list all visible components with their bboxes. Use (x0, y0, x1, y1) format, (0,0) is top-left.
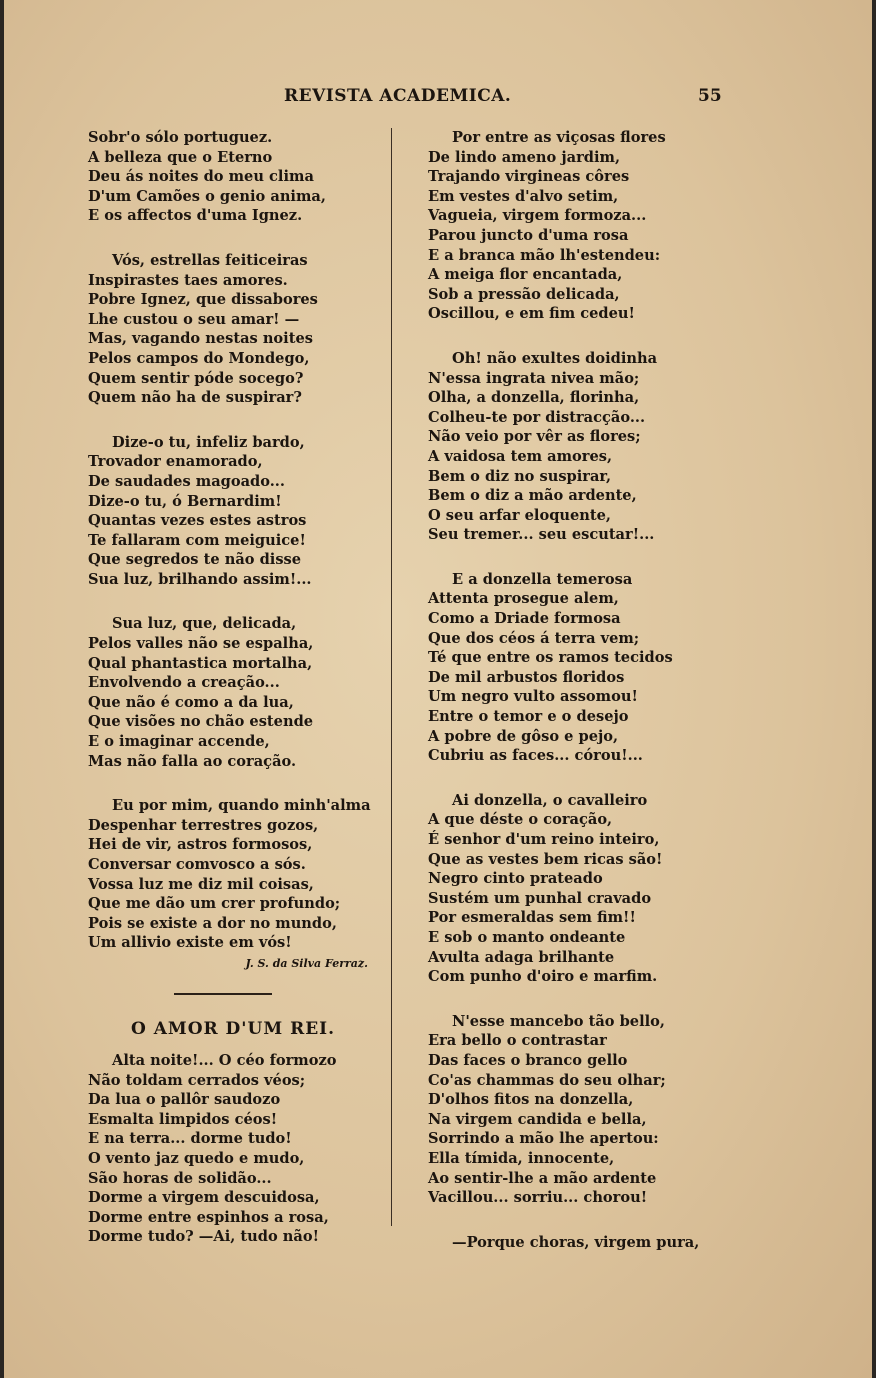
verse-line: E a branca mão lh'estendeu: (428, 246, 661, 264)
verse-line: Mas não falla ao coração. (88, 752, 297, 770)
page-number: 55 (698, 86, 722, 106)
verse-line: Eu por mim, quando minh'alma (112, 797, 371, 815)
verse-line: Que me dão um crer profundo; (88, 895, 341, 913)
verse-line: Um allivio existe em vós! (88, 934, 292, 952)
verse-line: Parou juncto d'uma rosa (428, 226, 629, 244)
verse-line: Pelos campos do Mondego, (88, 349, 310, 367)
stanza (88, 796, 378, 953)
verse-line: Hei de vir, astros formosos, (88, 836, 313, 854)
verse-line: Não toldam cerrados véos; (88, 1071, 306, 1089)
verse-line: D'olhos fitos na donzella, (428, 1091, 634, 1109)
verse-line: Ai donzella, o cavalleiro (452, 791, 648, 809)
verse-line: Oscillou, e em fim cedeu! (428, 305, 635, 323)
verse-line: Que segredos te não disse (88, 551, 302, 569)
verse-line: Cubriu as faces... córou!... (428, 747, 643, 765)
verse-line: Seu tremer... seu escutar!... (428, 526, 655, 544)
verse-line: Que as vestes bem ricas são! (428, 850, 663, 868)
verse-line: E a donzella temerosa (452, 570, 633, 588)
verse-line: Co'as chammas do seu olhar; (428, 1071, 666, 1089)
verse-line: Negro cinto prateado (428, 870, 603, 888)
verse-line: De saudades magoado... (88, 472, 285, 490)
verse-line: Avulta adaga brilhante (428, 948, 615, 966)
verse-line: O seu arfar eloquente, (428, 506, 612, 524)
verse-line: —Porque choras, virgem pura, (452, 1233, 700, 1251)
verse-line: Sorrindo a mão lhe apertou: (428, 1130, 659, 1148)
stanza (428, 791, 718, 987)
stanza (428, 570, 718, 766)
new-poem-stanza (88, 1051, 378, 1247)
verse-line: De lindo ameno jardim, (428, 148, 621, 166)
verse-line: Dorme a virgem descuidosa, (88, 1189, 320, 1207)
verse-line: Não veio por vêr as flores; (428, 428, 641, 446)
verse-line: Despenhar terrestres gozos, (88, 816, 319, 834)
verse-line: Vagueia, virgem formoza... (428, 207, 647, 225)
verse-line: Conversar comvosco a sós. (88, 856, 306, 873)
section-divider (174, 993, 272, 995)
verse-line: Sua luz, que, delicada, (112, 615, 297, 633)
verse-line: E o imaginar accende, (88, 733, 270, 751)
verse-line: Pobre Ignez, que dissabores (88, 291, 318, 309)
verse-line: Sob a pressão delicada, (428, 285, 620, 303)
verse-line: A que déste o coração, (428, 811, 613, 829)
verse-line: Mas, vagando nestas noites (88, 330, 313, 348)
verse-line: Como a Driade formosa (428, 610, 621, 628)
verse-line: Sobr'o sólo portuguez. (88, 129, 273, 146)
verse-line: Trovador enamorado, (88, 453, 263, 471)
stanza (428, 128, 718, 324)
stanza (88, 251, 378, 408)
verse-line: Sua luz, brilhando assim!... (88, 570, 312, 588)
verse-line: Que dos céos á terra vem; (428, 629, 640, 647)
verse-line: Deu ás noites do meu clima (88, 168, 314, 186)
verse-line: Dize-o tu, ó Bernardim! (88, 492, 282, 510)
stanza (428, 1233, 718, 1253)
verse-line: Quem não ha de suspirar? (88, 389, 302, 407)
verse-line: Dorme tudo? —Ai, tudo não! (88, 1228, 320, 1246)
verse-line: Lhe custou o seu amar! — (88, 310, 300, 328)
verse-line: Vossa luz me diz mil coisas, (88, 875, 314, 893)
running-title: REVISTA ACADEMICA. (284, 86, 512, 106)
verse-line: Da lua o pallôr saudozo (88, 1091, 281, 1109)
verse-line: Um negro vulto assomou! (428, 688, 638, 706)
verse-line: Na virgem candida e bella, (428, 1110, 647, 1128)
verse-line: Attenta prosegue alem, (428, 590, 619, 608)
verse-line: N'esse mancebo tão bello, (452, 1012, 665, 1030)
stanza (88, 1051, 378, 1247)
verse-line: Entre o temor e o desejo (428, 708, 629, 726)
verse-line: É senhor d'um reino inteiro, (428, 831, 660, 848)
column-rule (391, 128, 392, 1226)
verse-line: Era bello o contrastar (428, 1032, 607, 1050)
verse-line: Que não é como a da lua, (88, 693, 294, 711)
right-stanzas (428, 128, 718, 1252)
verse-line: De mil arbustos floridos (428, 668, 625, 686)
verse-line: Bem o diz a mão ardente, (428, 487, 637, 505)
right-column (428, 128, 718, 1277)
verse-line: Alta noite!... O céo formozo (112, 1051, 337, 1069)
verse-line: D'um Camões o genio anima, (88, 187, 326, 205)
stanza (88, 433, 378, 590)
verse-line: E os affectos d'uma Ignez. (88, 207, 303, 225)
stanza (428, 349, 718, 545)
verse-line: Quantas vezes estes astros (88, 512, 307, 530)
stanza (428, 1012, 718, 1208)
left-column (88, 128, 378, 1272)
verse-line: Vacillou... sorriu... chorou! (428, 1189, 648, 1207)
verse-line: Dorme entre espinhos a rosa, (88, 1208, 329, 1226)
book-page (4, 0, 872, 1378)
verse-line: Trajando virgineas côres (428, 168, 630, 186)
verse-line: Por esmeraldas sem fim!! (428, 909, 636, 927)
verse-line: São horas de solidão... (88, 1169, 272, 1187)
verse-line: Das faces o branco gello (428, 1051, 628, 1069)
verse-line: Em vestes d'alvo setim, (428, 187, 619, 205)
verse-line: Vós, estrellas feiticeiras (112, 251, 308, 269)
verse-line: Té que entre os ramos tecidos (428, 649, 673, 667)
verse-line: Te fallaram com meiguice! (88, 531, 306, 549)
verse-line: N'essa ingrata nivea mão; (428, 369, 640, 387)
verse-line: Bem o diz no suspirar, (428, 467, 612, 485)
verse-line: Pois se existe a dor no mundo, (88, 914, 337, 932)
verse-line: Olha, a donzella, florinha, (428, 389, 640, 407)
verse-line: Quem sentir póde socego? (88, 369, 304, 387)
stanza (88, 128, 378, 226)
author-signature: J. S. da Silva Ferraz. (245, 956, 368, 970)
verse-line: Oh! não exultes doidinha (452, 349, 658, 367)
verse-line: A pobre de gôso e pejo, (428, 727, 619, 745)
verse-line: Sustém um punhal cravado (428, 889, 652, 907)
verse-line: A meiga flor encantada, (428, 266, 623, 284)
verse-line: Colheu-te por distracção... (428, 408, 646, 426)
verse-line: Com punho d'oiro e marfim. (428, 968, 658, 986)
verse-line: E na terra... dorme tudo! (88, 1130, 292, 1148)
verse-line: Ao sentir-lhe a mão ardente (428, 1169, 657, 1187)
verse-line: Ella tímida, innocente, (428, 1149, 615, 1167)
verse-line: Inspirastes taes amores. (88, 271, 288, 289)
verse-line: O vento jaz quedo e mudo, (88, 1149, 305, 1167)
verse-line: Dize-o tu, infeliz bardo, (112, 433, 305, 451)
verse-line: E sob o manto ondeante (428, 928, 626, 946)
verse-line: A vaidosa tem amores, (428, 447, 613, 465)
stanza (88, 614, 378, 771)
verse-line: Pelos valles não se espalha, (88, 635, 314, 653)
page-header (4, 86, 872, 110)
verse-line: Que visões no chão estende (88, 713, 314, 731)
verse-line: Qual phantastica mortalha, (88, 654, 313, 672)
verse-line: Por entre as viçosas flores (452, 129, 666, 146)
verse-line: Envolvendo a creação... (88, 674, 280, 692)
verse-line: A belleza que o Eterno (88, 148, 273, 166)
left-stanzas (88, 128, 378, 953)
poem-title: O AMOR D'UM REI. (130, 1018, 336, 1039)
verse-line: Esmalta limpidos céos! (88, 1110, 278, 1128)
